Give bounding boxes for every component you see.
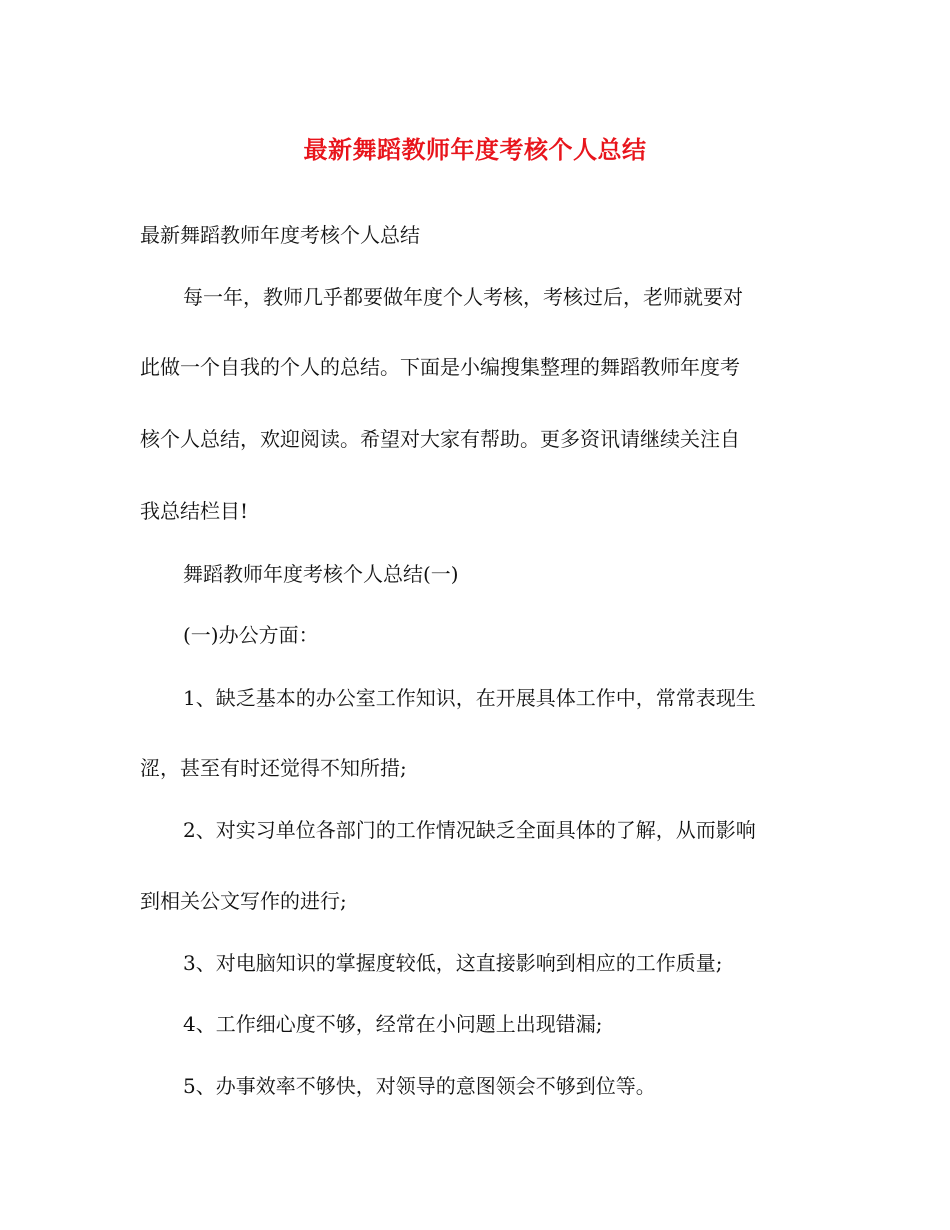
paragraph-line: 每一年，教师几乎都要做年度个人考核，考核过后，老师就要对: [183, 285, 743, 309]
list-item-continuation: 涩，甚至有时还觉得不知所措;: [140, 756, 407, 780]
document-title: 最新舞蹈教师年度考核个人总结: [303, 135, 647, 164]
list-item: 3、对电脑知识的掌握度较低，这直接影响到相应的工作质量;: [183, 951, 723, 975]
list-item-continuation: 到相关公文写作的进行;: [140, 889, 347, 913]
section-heading: 舞蹈教师年度考核个人总结(一): [183, 562, 459, 586]
list-item: 1、缺乏基本的办公室工作知识，在开展具体工作中，常常表现生: [183, 686, 756, 710]
subtitle-line: 最新舞蹈教师年度考核个人总结: [140, 223, 420, 247]
paragraph-line: 此做一个自我的个人的总结。下面是小编搜集整理的舞蹈教师年度考: [140, 355, 740, 379]
subsection-heading: (一)办公方面：: [183, 623, 319, 647]
paragraph-line: 核个人总结，欢迎阅读。希望对大家有帮助。更多资讯请继续关注自: [140, 427, 740, 451]
paragraph-line: 我总结栏目!: [140, 499, 249, 523]
list-item: 2、对实习单位各部门的工作情况缺乏全面具体的了解，从而影响: [183, 818, 756, 842]
list-item: 4、工作细心度不够，经常在小问题上出现错漏;: [183, 1012, 603, 1036]
list-item: 5、办事效率不够快，对领导的意图领会不够到位等。: [183, 1074, 656, 1098]
